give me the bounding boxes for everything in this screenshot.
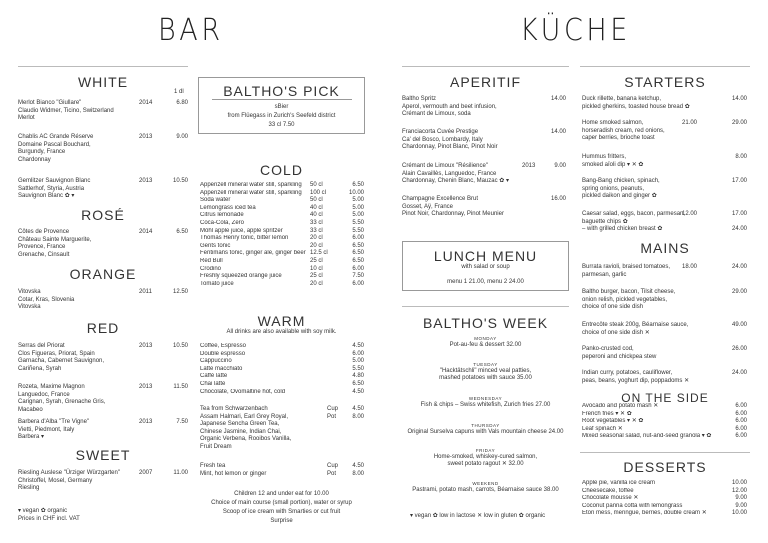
unit-label: 1 dl — [174, 89, 184, 95]
dish-price-small: 18.00 — [682, 264, 698, 270]
dish-price: 17.00 — [731, 178, 747, 184]
dish-name: Burrata ravioli, braised tomatoes, parmesan, garlic — [582, 264, 671, 278]
menu-item-name: Chocolate mousse ✕ — [582, 495, 639, 502]
pick-heading: BALTHO'S PICK — [223, 83, 340, 99]
pick-line1: sBier — [274, 104, 289, 110]
menu-item-name: Avocado and potato mash ✕ — [582, 403, 659, 410]
menu-item-price: 9.00 — [735, 502, 747, 509]
desserts-heading: DESSERTS — [623, 459, 707, 475]
white-heading: WHITE — [77, 74, 129, 90]
wine-name: Vitovska Cotar, Kras, Slovenia Vitovska — [18, 289, 75, 310]
menu-row — [582, 411, 747, 419]
menu-item-price: 6.00 — [735, 433, 747, 440]
wine-item — [18, 343, 188, 373]
wine-name: Barbera d'Alba "Tre Vigne" Vietti, Piedmont, Italy Barbera ▾ — [18, 419, 90, 440]
aperitif-year: 2013 — [522, 163, 536, 169]
red-heading: RED — [86, 320, 120, 336]
drink-name: Lemongrass iced tea — [200, 204, 256, 211]
week-heading: BALTHO'S WEEK — [422, 315, 549, 331]
menu-item-name: Root vegetables ▾ ✕ ✿ — [582, 418, 644, 425]
dish-price-small: 21.00 — [682, 120, 698, 126]
tea-text: Tea from Schwarzenbach Assam Halmari, Earl Grey Royal, Japanese Sencha Green Tea, Chinese Jasmine, Indian Chai, Organic Verbena, Rooibos Vanilla, Fruit Dream — [200, 406, 292, 450]
aperitif-heading: APERITIF — [449, 74, 521, 90]
wine-name: Rozeta, Maxime Magnon Languedoc, France Carignan, Syrah, Grenache Gris, Macabeo — [18, 384, 106, 413]
drink-size: 20 cl — [310, 242, 323, 249]
aperitif-item — [402, 163, 566, 186]
drink-row — [200, 373, 364, 381]
dish-name: Entrecôte steak 200g, Béarnaise sauce, choice of one side dish ✕ — [582, 322, 689, 336]
aperitif-price: 14.00 — [550, 129, 566, 135]
aperitif-item — [402, 196, 566, 219]
drink-row — [200, 389, 364, 397]
fresh-tea-text: Fresh tea Mint, hot lemon or ginger — [200, 463, 267, 477]
dish-item — [582, 322, 747, 337]
orange-heading: ORANGE — [69, 266, 137, 282]
drink-row — [200, 258, 364, 266]
drink-name: Crodino — [200, 265, 222, 272]
drink-name: Möhl apple juice, apple spritzer — [200, 227, 283, 234]
pick-line3: 33 cl 7.50 — [268, 122, 295, 128]
warm-subtitle: All drinks are also available with soy milk. — [226, 329, 337, 335]
wine-price: 10.50 — [172, 343, 188, 349]
drink-row — [200, 228, 364, 236]
week-dish: Pastrami, potato mash, carrots, Béarnaise sauce 38.00 — [412, 486, 559, 493]
kueche-legend: ▾ vegan ✿ low in lactose ✕ low in gluten ✿ organic — [410, 513, 546, 519]
week-dish: Fish & chips – Swiss whitefish, Zurich fries 27.00 — [420, 401, 551, 408]
menu-row — [582, 495, 747, 503]
menu-item-price: 6.00 — [735, 410, 747, 417]
mains-heading: MAINS — [640, 240, 690, 256]
aperitif-name: Baltho Spritz Aperol, vermouth and beet infusion, Crémant de Limoux, soda — [402, 96, 497, 117]
drink-row — [200, 273, 364, 281]
dish-price: 14.00 — [731, 96, 747, 102]
dish-item — [582, 120, 747, 143]
drink-row — [200, 366, 364, 374]
drink-name: Cappuccino — [200, 358, 232, 365]
wine-name: Serras del Priorat Clos Figueras, Priorat, Spain Garnacha, Cabernet Sauvignon, Cariñena, Syrah — [18, 343, 105, 372]
menu-item-price: 10.00 — [731, 480, 747, 487]
wine-year: 2013 — [139, 178, 153, 184]
wine-year: 2013 — [139, 419, 153, 425]
drink-price: 5.50 — [352, 227, 364, 234]
price-note: Prices in CHF incl. VAT — [18, 516, 80, 522]
wine-name: Côtes de Provence Château Sainte Marguerite, Provence, France Grenache, Cinsault — [18, 229, 92, 258]
drink-name: Citrus lemonade — [200, 212, 244, 219]
wine-price: 6.80 — [176, 100, 188, 106]
week-day — [402, 481, 569, 494]
wine-price: 12.50 — [172, 289, 188, 295]
aperitif-name: Franciacorta Cuvée Prestige Ca' del Bosco, Lombardy, Italy Chardonnay, Pinot Blanc, Pinot Noir — [402, 129, 498, 150]
dish-name: Hummus fritters, smoked aïoli dip ▾ ✕ ✿ — [582, 154, 644, 168]
drink-name: Double espresso — [200, 350, 246, 357]
aperitif-name: Champagne Excellence Brut Gosset, Aÿ, France Pinot Noir, Chardonnay, Pinot Meunier — [402, 196, 504, 217]
dish-item — [582, 346, 747, 361]
drink-name: Tomato juice — [200, 280, 234, 287]
drink-size: 12.5 cl — [310, 250, 328, 257]
dish-price: 17.00 24.00 — [731, 211, 747, 232]
wine-year: 2013 — [139, 343, 153, 349]
week-dish: Home-smoked, whiskey-cured salmon, sweet potato ragout ✕ 32.00 — [433, 453, 538, 468]
drink-row — [200, 205, 364, 213]
fresh-unit-pot: Pot — [327, 471, 337, 477]
wine-item — [18, 384, 188, 414]
wine-name: Chablis AC Grande Réserve Domaine Pascal Bouchard, Burgundy, France Chardonnay — [18, 134, 94, 163]
warm-heading: WARM — [257, 313, 306, 329]
wine-item — [18, 229, 188, 259]
dish-item — [582, 289, 747, 312]
drink-size: 33 cl — [310, 220, 323, 227]
dish-price: 8.00 — [735, 154, 747, 160]
drink-price: 5.00 — [352, 197, 364, 204]
menu-row — [582, 480, 747, 488]
drink-size: 50 cl — [310, 182, 323, 189]
week-day — [402, 396, 569, 409]
drink-row — [200, 266, 364, 274]
week-day — [402, 362, 569, 383]
menu-item-name: Mixed seasonal salad, nut-and-seed granola ▾ ✿ — [582, 433, 712, 440]
dish-price: 29.00 — [731, 289, 747, 295]
drink-name: Soda water — [200, 197, 231, 204]
starters-heading: STARTERS — [624, 74, 706, 90]
drink-price: 4.50 — [352, 343, 364, 350]
menu-row — [582, 503, 747, 511]
menu-item-price: 9.00 — [735, 495, 747, 502]
drink-row — [200, 351, 364, 359]
drink-name: Coffee, Espresso — [200, 343, 246, 350]
drink-price: 4.50 — [352, 388, 364, 395]
aperitif-name: Crémant de Limoux "Résilience" Alain Cavaillès, Languedoc, France Chardonnay, Chenin Blanc, Mauzac ✿ ▾ — [402, 163, 509, 184]
week-day — [402, 336, 569, 349]
drink-price: 5.00 — [352, 212, 364, 219]
dish-name: Baltho burger, bacon, Tilsit cheese, onion relish, pickled vegetables, choice of one side dish — [582, 289, 676, 310]
drink-price: 6.50 — [352, 182, 364, 189]
drink-name: Appenzell mineral water still, sparkling — [200, 189, 302, 196]
drink-size: 33 cl — [310, 227, 323, 234]
drink-name: Freshly squeezed orange juice — [200, 273, 282, 280]
aperitif-price: 9.00 — [554, 163, 566, 169]
week-day — [402, 423, 569, 436]
drink-price: 10.00 — [348, 189, 364, 196]
menu-row — [582, 433, 747, 441]
tea-unit-pot: Pot — [327, 414, 337, 420]
menu-row — [582, 418, 747, 426]
kueche-title: KÜCHE — [520, 13, 631, 48]
drink-name: Thomas Henry tonic, bitter lemon — [200, 235, 289, 242]
week-day-label: WEDNESDAY — [468, 396, 503, 401]
drink-size: 40 cl — [310, 212, 323, 219]
dish-price: 49.00 — [731, 322, 747, 328]
drink-price: 5.50 — [352, 365, 364, 372]
tea-unit-cup: Cup — [327, 406, 339, 412]
drink-price: 6.50 — [352, 242, 364, 249]
fresh-price-pot: 8.00 — [352, 471, 364, 477]
dish-price: 29.00 — [731, 120, 747, 126]
drink-name: Fentimans tonic, ginger ale, ginger beer — [200, 250, 306, 257]
lunch-subtitle: with salad or soup — [461, 264, 510, 270]
drink-price: 6.00 — [352, 265, 364, 272]
drink-row — [200, 343, 364, 351]
wine-item — [18, 289, 188, 312]
menu-item-price: 6.00 — [735, 403, 747, 410]
drink-size: 25 cl — [310, 273, 323, 280]
dish-name: Panko-crusted cod, peperoni and chickpea stew — [582, 346, 657, 360]
drink-row — [200, 212, 364, 220]
menu-item-name: Apple pie, vanilla ice cream — [582, 480, 656, 487]
menu-item-price: 10.00 — [731, 510, 747, 517]
wine-item — [18, 419, 188, 442]
drink-price: 6.50 — [352, 250, 364, 257]
bar-title: BAR — [158, 13, 224, 48]
drink-size: 25 cl — [310, 257, 323, 264]
aperitif-item — [402, 96, 566, 119]
drink-name: Chocolate, Ovomaltine hot, cold — [200, 388, 286, 395]
drink-name: Chai latte — [200, 381, 226, 388]
wine-year: 2014 — [139, 100, 153, 106]
bar-legend: ▾ vegan ✿ organic — [18, 508, 68, 514]
fresh-price-cup: 4.50 — [352, 463, 364, 469]
drink-size: 50 cl — [310, 197, 323, 204]
week-day-label: TUESDAY — [473, 362, 498, 367]
drink-size: 100 cl — [310, 189, 327, 196]
drink-row — [200, 281, 364, 289]
dish-name: Home smoked salmon, horseradish cream, red onions, caper berries, brioche toast — [582, 120, 665, 141]
drink-size: 10 cl — [310, 265, 323, 272]
menu-row — [582, 426, 747, 434]
dish-name: Bang-Bang chicken, spinach, spring onions, peanuts, pickled daikon and ginger ✿ — [582, 178, 660, 199]
week-dish: "Hacktätschli" minced veal patties, mashed potatoes with sauce 35.00 — [439, 367, 532, 382]
wine-year: 2013 — [139, 384, 153, 390]
week-day-label: MONDAY — [474, 336, 497, 341]
drink-price: 6.50 — [352, 381, 364, 388]
side-heading: ON THE SIDE — [621, 391, 709, 405]
dish-item — [582, 370, 747, 385]
dish-price: 26.00 — [731, 346, 747, 352]
dish-name: Caesar salad, eggs, bacon, parmesan, baguette chips ✿ – with grilled chicken breast ✿ — [582, 211, 686, 232]
lunch-heading: LUNCH MENU — [433, 248, 538, 264]
dish-name: Duck rillette, banana ketchup, pickled gherkins, toasted house bread ✿ — [582, 96, 690, 110]
wine-year: 2007 — [139, 470, 153, 476]
wine-price: 7.50 — [176, 419, 188, 425]
menu-row — [582, 403, 747, 411]
fresh-unit-cup: Cup — [327, 463, 339, 469]
lunch-prices: menu 1 21.00, menu 2 24.00 — [447, 279, 524, 285]
menu-item-name: Leaf spinach ✕ — [582, 425, 623, 432]
menu-item-name: Cheesecake, toffee — [582, 487, 634, 494]
drink-size: 40 cl — [310, 204, 323, 211]
menu-row — [582, 510, 747, 518]
drink-size: 20 cl — [310, 235, 323, 242]
drink-row — [200, 190, 364, 198]
drink-row — [200, 220, 364, 228]
wine-year: 2013 — [139, 134, 153, 140]
dish-item — [582, 96, 747, 111]
week-dish: Pot-au-feu & dessert 32.00 — [449, 341, 522, 348]
menu-item-price: 6.00 — [735, 425, 747, 432]
wine-price: 11.00 — [173, 470, 188, 476]
wine-price: 6.50 — [176, 229, 188, 235]
wine-item — [18, 178, 188, 201]
wine-item — [18, 134, 188, 164]
drink-row — [200, 197, 364, 205]
fresh-tea-item — [200, 463, 364, 478]
drink-price: 7.50 — [352, 273, 364, 280]
tea-item — [200, 406, 364, 451]
drink-row — [200, 243, 364, 251]
dish-item — [582, 154, 747, 169]
week-day — [402, 448, 569, 469]
drink-row — [200, 358, 364, 366]
menu-item-name: French fries ▾ ✕ ✿ — [582, 410, 632, 417]
cold-heading: COLD — [260, 162, 303, 178]
aperitif-price: 14.00 — [550, 96, 566, 102]
drink-size: 20 cl — [310, 280, 323, 287]
wine-price: 9.00 — [176, 134, 188, 140]
drink-row — [200, 235, 364, 243]
drink-name: Appenzell mineral water still, sparkling — [200, 182, 302, 189]
drink-name: Coca-Cola, Zero — [200, 220, 245, 227]
side-list — [582, 403, 747, 441]
dish-price: 24.00 — [731, 264, 747, 270]
drink-price: 6.00 — [352, 350, 364, 357]
drink-price: 6.50 — [352, 257, 364, 264]
tea-price-pot: 8.00 — [352, 414, 364, 420]
drink-price: 6.00 — [352, 235, 364, 242]
week-day-label: WEEKEND — [472, 481, 499, 486]
drink-price: 5.00 — [352, 204, 364, 211]
wine-price: 10.50 — [172, 178, 188, 184]
cold-list — [200, 182, 364, 288]
aperitif-price: 16.00 — [550, 196, 566, 202]
drink-name: Caffè latte — [200, 373, 228, 380]
drink-row — [200, 381, 364, 389]
drink-price: 6.00 — [352, 280, 364, 287]
drink-price: 5.50 — [352, 220, 364, 227]
rose-heading: ROSÉ — [81, 207, 125, 223]
drink-price: 5.00 — [352, 358, 364, 365]
dish-price-small: 12.00 — [682, 211, 698, 217]
menu-item-price: 6.00 — [735, 418, 747, 425]
drink-name: Red Bull — [200, 257, 223, 264]
wine-name: Gemlitzer Sauvignon Blanc Sattlerhof, Styria, Austria Sauvignon Blanc ✿ ▾ — [18, 178, 91, 199]
menu-item-name: Coconut panna cotta with lemongrass — [582, 502, 683, 509]
menu-row — [582, 488, 747, 496]
dish-price: 24.00 — [731, 370, 747, 376]
wine-name: Riesling Auslese "Ürziger Würzgarten" Christoffel, Mosel, Germany Riesling — [18, 470, 120, 491]
dish-name: Indian curry, potatoes, cauliflower, peas, beans, yoghurt dip, poppadoms ✕ — [582, 370, 690, 384]
wine-price: 11.50 — [173, 384, 188, 390]
tea-price-cup: 4.50 — [352, 406, 364, 412]
warm-list — [200, 343, 364, 396]
children-menu: Children 12 and under eat for 10.00 Choice of main course (small portion), water or syrup Scoop of ice cream with Smarties or cut fruit Surprise — [211, 491, 352, 524]
drink-name: Gents tonic — [200, 242, 231, 249]
wine-year: 2014 — [139, 229, 153, 235]
dish-item — [582, 178, 747, 201]
week-dish: Original Surselva capuns with Vals mountain cheese 24.00 — [407, 428, 564, 435]
wine-year: 2011 — [139, 289, 152, 295]
sweet-heading: SWEET — [75, 447, 131, 463]
wine-item — [18, 470, 188, 493]
menu-item-name: Eton mess, meringue, berries, double cream ✕ — [582, 510, 707, 517]
week-day-label: FRIDAY — [475, 448, 496, 453]
drink-price: 4.80 — [352, 373, 364, 380]
drink-row — [200, 250, 364, 258]
wine-name: Merlot Bianco "Giullare" Claudio Widmer, Ticino, Switzerland Merlot — [18, 100, 114, 121]
pick-line2: from Flüegass in Zurich's Seefeld district — [227, 113, 336, 119]
dish-item — [582, 211, 747, 234]
dish-item — [582, 264, 747, 279]
drink-name: Latte macchiato — [200, 365, 243, 372]
aperitif-item — [402, 129, 566, 152]
desserts-list — [582, 480, 747, 518]
menu-item-price: 12.00 — [731, 487, 747, 494]
week-day-label: THURSDAY — [471, 423, 500, 428]
drink-row — [200, 182, 364, 190]
wine-item — [18, 100, 188, 123]
